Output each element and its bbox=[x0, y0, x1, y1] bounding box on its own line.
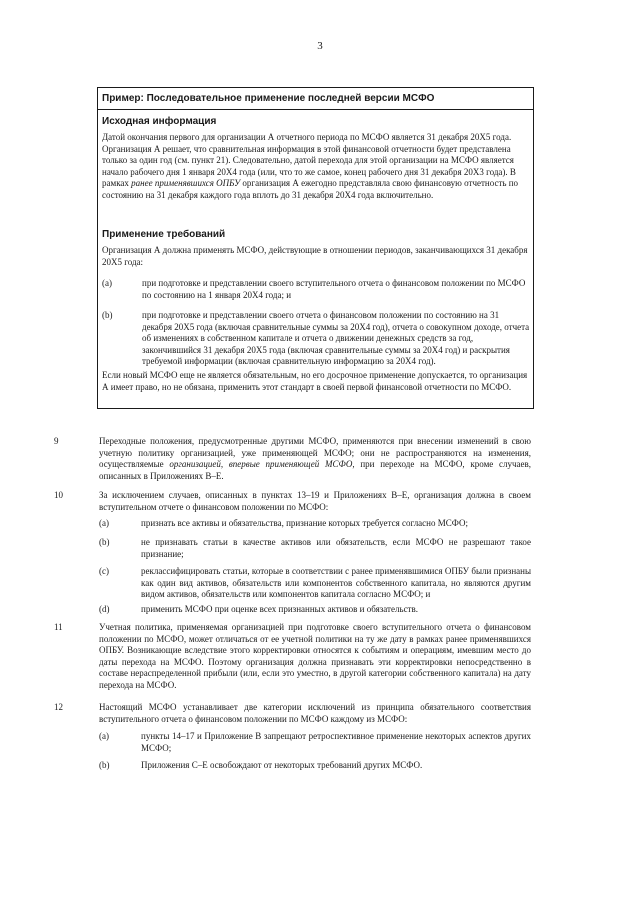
item-label: (а) bbox=[99, 518, 109, 528]
paragraph-12-item-b: Приложения С–Е освобождают от некоторых требований других МСФО. bbox=[141, 760, 423, 770]
paragraph-10-item-c: реклассифицировать статьи, которые в соответствии с ранее применявшимися ОПБУ были признаны как один вид активов, обязательств или компонентов собственного капитала, но являются другим видом активов, обязательств или компонентов капитала согласно МСФО; и bbox=[141, 566, 531, 600]
paragraph-10-item-d: применить МСФО при оценке всех признанных активов и обязательств. bbox=[141, 604, 418, 614]
paragraph-10-text: За исключением случаев, описанных в пунктах 13–19 и Приложениях В–Е, организация должна в своем вступительном отчете о финансовом положении по МСФО: bbox=[99, 490, 531, 512]
paragraph-12-item-a: пункты 14–17 и Приложение В запрещают ретроспективное применение некоторых аспектов других МСФО; bbox=[141, 731, 531, 753]
paragraph-number: 10 bbox=[54, 490, 63, 500]
paragraph-number: 11 bbox=[54, 622, 63, 632]
item-label: (c) bbox=[99, 566, 109, 576]
application-intro: Организация А должна применять МСФО, действующие в отношении периодов, заканчивающихся 31 декабря 20X5 года: bbox=[102, 245, 528, 267]
page-number: 3 bbox=[317, 40, 323, 52]
paragraph-11-text: Учетная политика, применяемая организацией при подготовке своего вступительного отчета о финансовом положении по МСФО, может отличаться от ее учетной политики на ту же дату в рамках ранее применявшихся ОПБУ. Возникающие вследствие этого корректировки относятся к событиям и операциям, имевшим место до даты перехода на МСФО. Поэтому организация должна признавать эти корректировки непосредственно в составе нераспределенной прибыли (или, если это уместно, в другой категории собственного капитала) на дату перехода на МСФО. bbox=[99, 622, 531, 690]
example-title: Пример: Последовательное применение последней версии МСФО bbox=[98, 88, 533, 110]
item-label: (b) bbox=[102, 310, 113, 320]
item-label: (b) bbox=[99, 760, 110, 770]
paragraph-9-text: Переходные положения, предусмотренные другими МСФО, применяются при внесении изменений в свою учетную политику организацией, уже применяющей МСФО; они не распространяются на изменения, осуществляемые организацией, впервые применяющей МСФО, при переходе на МСФО, кроме случаев, описанных в Приложениях В–Е. bbox=[99, 436, 531, 481]
item-label: (а) bbox=[102, 278, 112, 288]
application-item-a: при подготовке и представлении своего вступительного отчета о финансовом положении по МСФО по состоянию на 1 января 20X4 года; и bbox=[142, 278, 526, 300]
item-label: (а) bbox=[99, 731, 109, 741]
application-closing: Если новый МСФО еще не является обязательным, но его досрочное применение допускается, то организация А имеет право, но не обязана, применить этот стандарт в своей первой финансовой отчетности по МСФО. bbox=[102, 370, 528, 392]
initial-info-heading: Исходная информация bbox=[102, 116, 217, 127]
paragraph-10-item-b: не признавать статьи в качестве активов или обязательств, если МСФО не разрешают такое признание; bbox=[141, 537, 531, 559]
item-label: (d) bbox=[99, 604, 110, 614]
paragraph-number: 12 bbox=[54, 702, 63, 712]
item-label: (b) bbox=[99, 537, 110, 547]
paragraph-12-text: Настоящий МСФО устанавливает две категории исключений из принципа обязательного соответствия вступительного отчета о финансовом положении по МСФО каждому из МСФО: bbox=[99, 702, 531, 724]
application-item-b: при подготовке и представлении своего отчета о финансовом положении по состоянию на 31 декабря 20X5 года (включая сравнительные суммы за 20X4 год), отчета о совокупном доходе, отчета об изменениях в собственном капитале и отчета о движении денежных средств за год, закончившийся 31 декабря 20X5 года (включая сравнительные суммы за 20X4 год) и раскрытия требуемой информации (включая сравнительную информацию за 20X4 год). bbox=[142, 310, 530, 367]
paragraph-10-item-a: признать все активы и обязательства, признание которых требуется согласно МСФО; bbox=[141, 518, 468, 528]
application-heading: Применение требований bbox=[102, 229, 226, 240]
paragraph-number: 9 bbox=[54, 436, 59, 446]
initial-info-text: Датой окончания первого для организации А отчетного периода по МСФО является 31 декабря 20X5 года. Организация А решает, что сравнительная информация в этой финансовой отчетности будет представлена только за один год (см. пункт 21). Следовательно, датой перехода для этой организации на МСФО является начало рабочего дня 1 января 20X4 года (или, что то же самое, конец рабочего дня 31 декабря 20X3 года). В рамках ранее применявшихся ОПБУ организация А ежегодно представляла свою финансовую отчетность по состоянию на 31 декабря каждого года вплоть до 31 декабря 20X4 года включительно. bbox=[102, 132, 519, 200]
example-box bbox=[97, 87, 534, 409]
